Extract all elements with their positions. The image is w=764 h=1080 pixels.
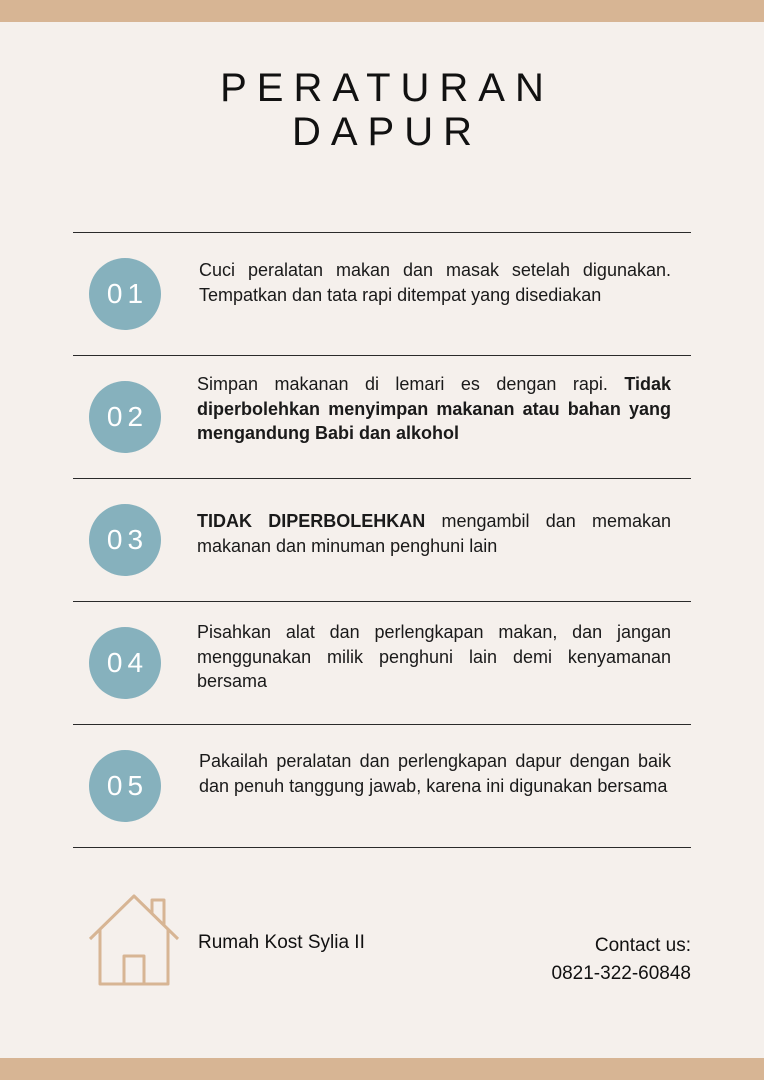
house-icon [88, 894, 180, 986]
rule-item-3 [73, 478, 691, 601]
rule-item-2 [73, 355, 691, 478]
rule-number-badge: 02 [89, 381, 161, 453]
title-line-1: PERATURAN [220, 66, 554, 110]
rule-text: Pisahkan alat dan perlengkapan makan, dan jangan menggunakan milik penghuni lain demi kenyamanan bersama [197, 622, 671, 691]
contact-label: Contact us: [594, 935, 691, 956]
page-title [0, 66, 764, 154]
rule-number-badge: 01 [89, 258, 161, 330]
title-line-2: DAPUR [291, 110, 483, 154]
rule-item-5 [73, 724, 691, 848]
rule-number-badge: 05 [89, 750, 161, 822]
rule-text-normal: mengambil dan memakan makanan dan minuman penghuni lain [197, 511, 671, 556]
rule-item-4 [73, 601, 691, 724]
rule-text-bold: TIDAK DIPERBOLEHKAN [197, 511, 426, 531]
rule-text: Pakailah peralatan dan perlengkapan dapur dengan baik dan penuh tanggung jawab, karena ini digunakan bersama [199, 751, 671, 796]
contact-phone[interactable]: 0821-322-60848 [551, 963, 691, 984]
contact-block [552, 932, 691, 988]
rule-text: Cuci peralatan makan dan masak setelah digunakan. Tempatkan dan tata rapi ditempat yang disediakan [199, 260, 671, 305]
rule-text-bold: Tidak diperbolehkan menyimpan makanan atau bahan yang mengandung Babi dan alkohol [197, 374, 671, 443]
rule-text-normal: Simpan makanan di lemari es dengan rapi. [197, 374, 625, 394]
rule-text [197, 509, 671, 558]
business-name: Rumah Kost Sylia II [198, 932, 365, 953]
top-accent-bar [0, 0, 764, 22]
rule-text [197, 372, 671, 446]
rule-number-badge: 04 [89, 627, 161, 699]
rules-list [73, 232, 691, 848]
bottom-accent-bar [0, 1058, 764, 1080]
rule-number-badge: 03 [89, 504, 161, 576]
rule-item-1 [73, 232, 691, 355]
